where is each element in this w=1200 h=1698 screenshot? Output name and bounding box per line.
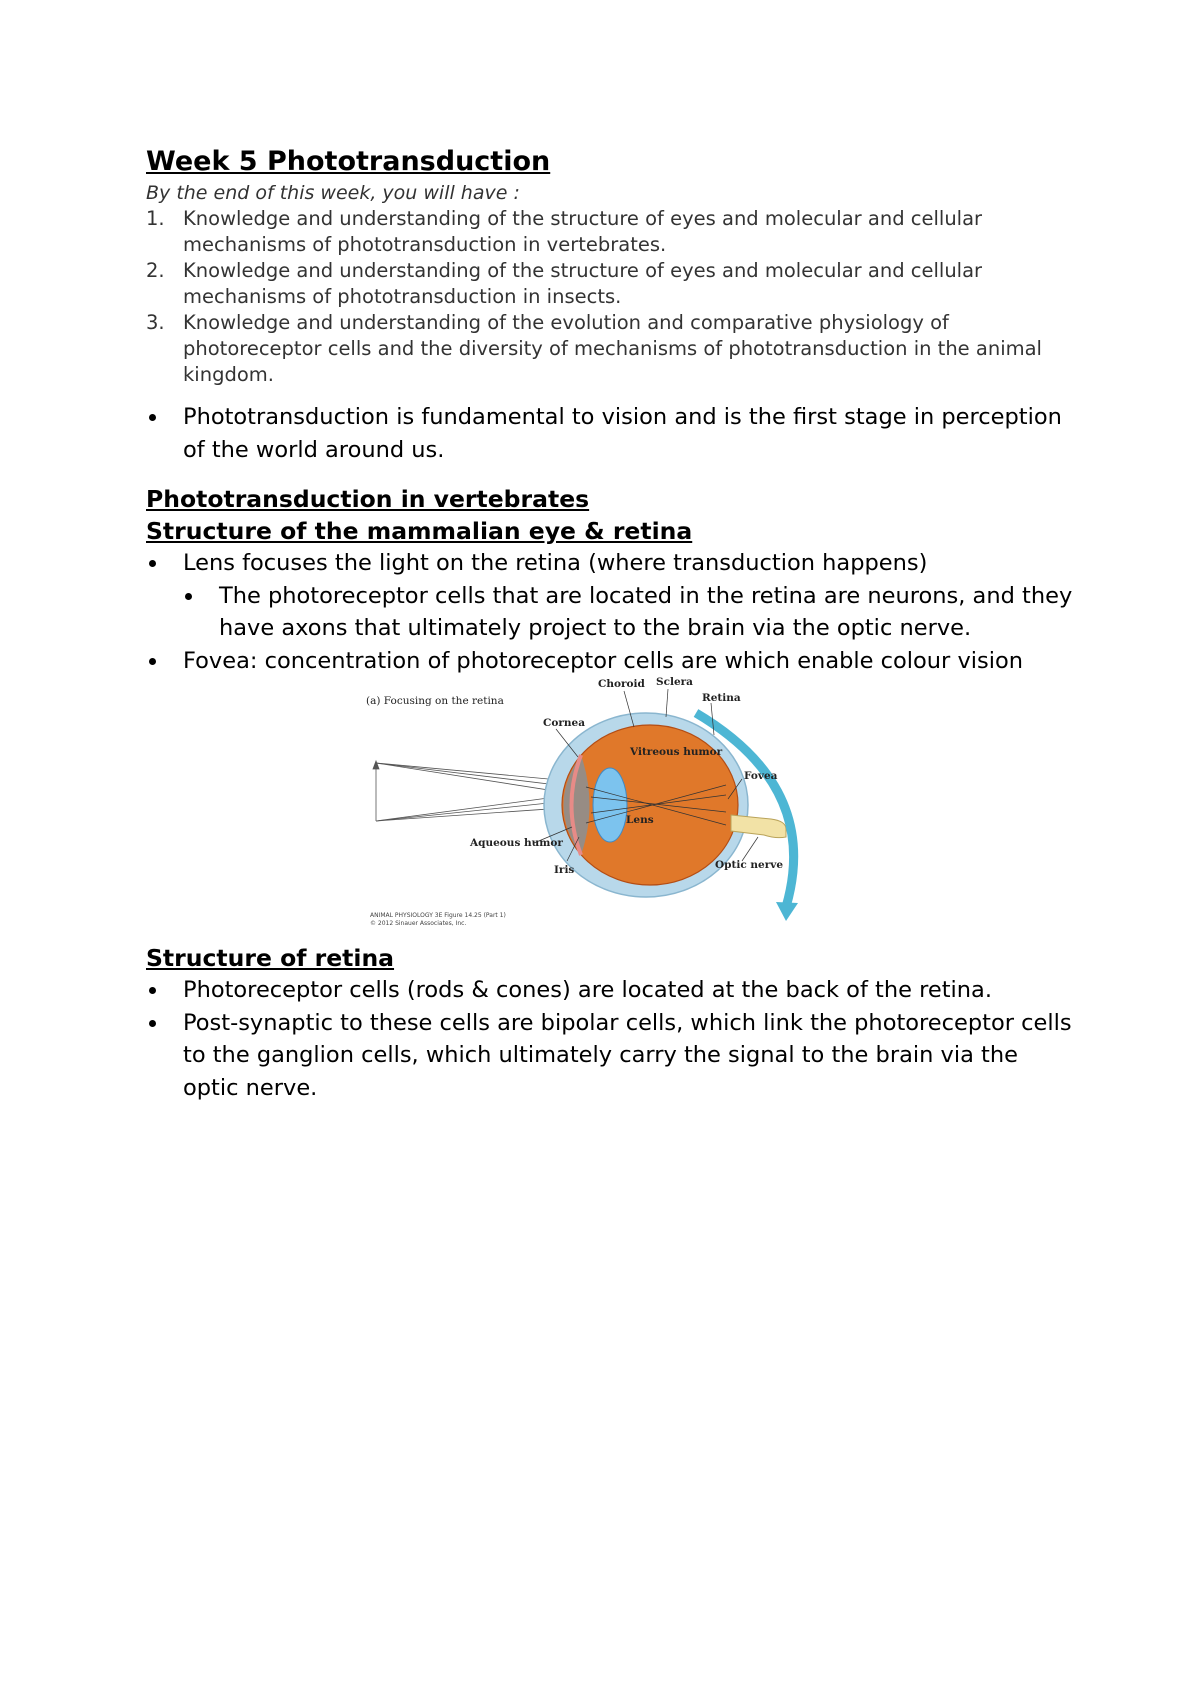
label-iris: Iris <box>554 864 575 876</box>
objective-item <box>146 258 1076 310</box>
retina-bullet-list <box>146 974 1076 1104</box>
objective-number: 1. <box>146 207 165 230</box>
objective-number: 2. <box>146 259 165 282</box>
label-cornea: Cornea <box>543 717 586 729</box>
intro-text: By the end of this week, you will have : <box>146 182 520 204</box>
label-fovea: Fovea <box>744 770 778 782</box>
figure-credit-1: ANIMAL PHYSIOLOGY 3E Figure 14.25 (Part 1) <box>370 912 506 919</box>
objective-text: Knowledge and understanding of the structure of eyes and molecular and cellular mechanisms of phototransduction in vertebrates. <box>183 207 983 256</box>
label-aqueous: Aqueous humor <box>470 837 563 849</box>
objective-text: Knowledge and understanding of the structure of eyes and molecular and cellular mechanisms of phototransduction in insects. <box>183 259 983 308</box>
label-lens: Lens <box>626 814 654 826</box>
objective-number: 3. <box>146 311 165 334</box>
section-heading-retina: Structure of retina <box>146 944 395 972</box>
eye-diagram <box>366 677 836 942</box>
list-item: Lens focuses the light on the retina (where transduction happens) <box>146 547 1076 580</box>
list-item: Fovea: concentration of photoreceptor cells are which enable colour vision <box>146 645 1076 678</box>
section-heading-vertebrates: Phototransduction in vertebrates <box>146 485 590 513</box>
label-sclera: Sclera <box>656 677 693 688</box>
eye-bullet-list <box>146 547 1076 677</box>
label-vitreous: Vitreous humor <box>630 746 723 758</box>
list-item: Photoreceptor cells (rods & cones) are located at the back of the retina. <box>146 974 1076 1007</box>
section-subheading-eye: Structure of the mammalian eye & retina <box>146 517 693 545</box>
document-content <box>146 144 1076 1104</box>
lens-shape <box>593 768 627 842</box>
page-title: Week 5 Phototransduction <box>146 146 551 177</box>
objective-text: Knowledge and understanding of the evolution and comparative physiology of photoreceptor cells and the diversity of mechanisms of phototransduction in the animal kingdom. <box>183 311 1042 386</box>
list-item: Post-synaptic to these cells are bipolar cells, which link the photoreceptor cells to the ganglion cells, which ultimately carry the signal to the brain via the optic nerve. <box>146 1007 1076 1105</box>
signal-arrowhead <box>776 902 798 921</box>
list-item: Phototransduction is fundamental to vision and is the first stage in perception of the world around us. <box>146 401 1076 466</box>
label-choroid: Choroid <box>598 678 645 690</box>
label-optic-nerve: Optic nerve <box>715 859 784 871</box>
objectives-list <box>146 206 1076 388</box>
list-item-sub: The photoreceptor cells that are located in the retina are neurons, and they have axons that ultimately project to the brain via the optic nerve. <box>146 580 1076 645</box>
intro-bullet-list <box>146 401 1076 466</box>
figure-credit-2: © 2012 Sinauer Associates, Inc. <box>370 920 467 927</box>
objective-item <box>146 206 1076 258</box>
objective-item <box>146 310 1076 388</box>
panel-label: (a) Focusing on the retina <box>366 695 504 707</box>
eye-diagram-figure <box>366 677 836 942</box>
label-retina: Retina <box>702 692 741 704</box>
